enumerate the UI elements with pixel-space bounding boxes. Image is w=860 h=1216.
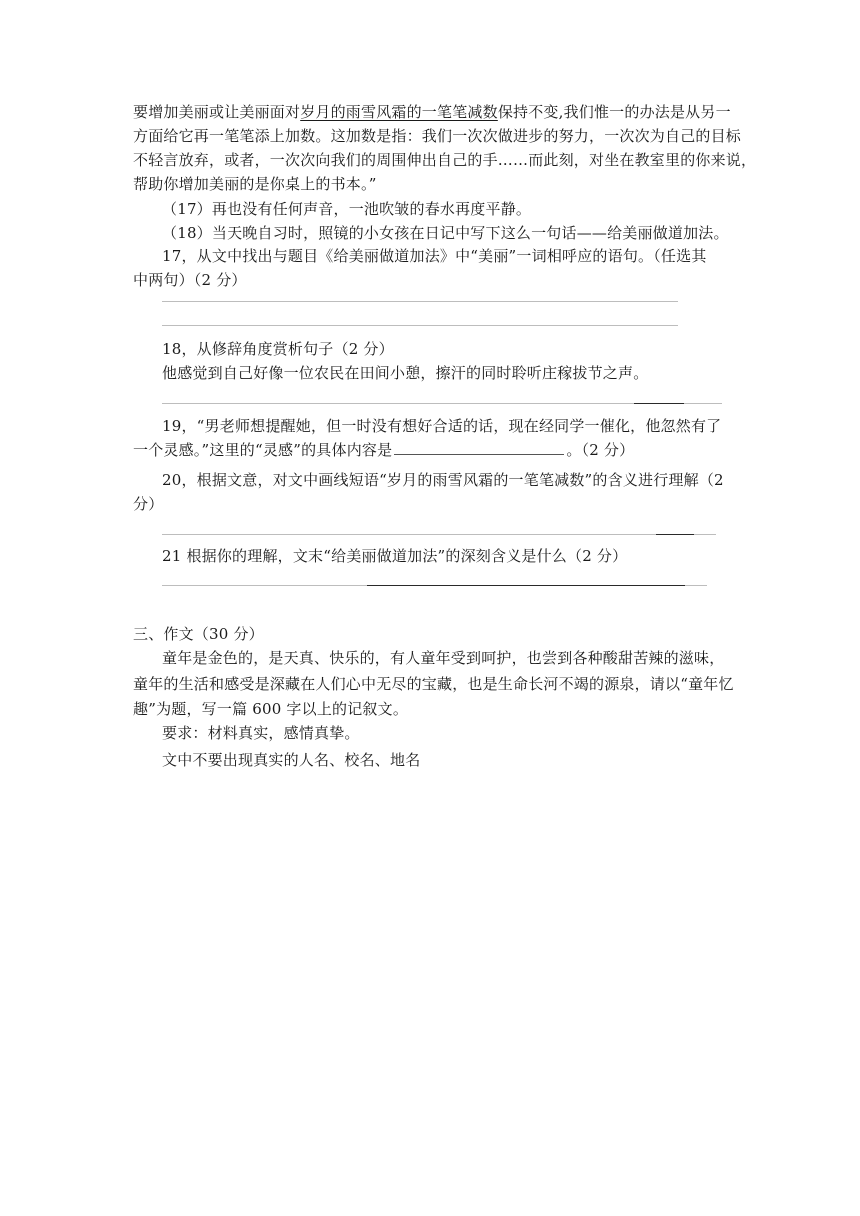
essay-requirement-1: 要求：材料真实，感情真挚。 xyxy=(162,724,360,742)
question-19-line-2 xyxy=(133,438,733,462)
question-18-sentence: 他感觉到自己好像一位农民在田间小憩，擦汗的同时聆听庄稼拔节之声。 xyxy=(162,364,649,382)
answer-line-20-end xyxy=(694,534,716,535)
answer-line-18-end xyxy=(684,403,722,404)
passage-line-1-pre: 要增加美丽或让美丽面对 xyxy=(133,103,301,121)
answer-line-18[interactable] xyxy=(162,403,634,404)
underlined-phrase: 岁月的雨雪风霜的一笔笔减数 xyxy=(300,103,498,121)
answer-line-17b[interactable] xyxy=(162,325,678,326)
answer-line-21[interactable] xyxy=(367,585,685,586)
essay-heading: 三、作文（30 分） xyxy=(133,625,264,643)
question-19-line-2-post: 。（2 分） xyxy=(566,441,635,459)
question-19-line-2-pre: 一个灵感。”这里的“灵感”的具体内容是 xyxy=(133,441,393,459)
question-21: 21 根据你的理解，文末“给美丽做道加法”的深刻含义是什么（2 分） xyxy=(162,547,628,565)
paragraph-17: （17）再也没有任何声音，一池吹皱的春水再度平静。 xyxy=(162,200,532,218)
passage-line-4: 帮助你增加美丽的是你桌上的书本。” xyxy=(133,175,377,193)
passage-line-2: 方面给它再一笔笔添上加数。这加数是指：我们一次次做进步的努力，一次次为自己的目标 xyxy=(133,127,742,145)
answer-line-21-start[interactable] xyxy=(162,585,367,586)
paragraph-18: （18）当天晚自习时，照镜的小女孩在日记中写下这么一句话——给美丽做道加法。 xyxy=(162,224,729,242)
answer-line-18-dark xyxy=(634,403,684,404)
question-18-title: 18，从修辞角度赏析句子（2 分） xyxy=(162,340,394,358)
essay-prompt-line-1: 童年是金色的，是天真、快乐的，有人童年受到呵护，也尝到各种酸甜苦辣的滋味， xyxy=(162,649,725,667)
question-17-line-1: 17，从文中找出与题目《给美丽做道加法》中“美丽”一词相呼应的语句。（任选其 xyxy=(162,247,707,265)
essay-prompt-line-3: 趣”为题，写一篇 600 字以上的记叙文。 xyxy=(133,700,409,718)
question-20-line-2: 分） xyxy=(133,495,164,513)
passage-line-1 xyxy=(133,100,733,124)
answer-line-21-end xyxy=(685,585,707,586)
essay-prompt-line-2: 童年的生活和感受是深藏在人们心中无尽的宝藏，也是生命长河不竭的源泉，请以“童年忆 xyxy=(133,675,734,693)
answer-line-20[interactable] xyxy=(162,534,656,535)
passage-line-3: 不轻言放弃，或者，一次次向我们的周围伸出自己的手……而此刻，对坐在教室里的你来说， xyxy=(133,151,757,169)
answer-blank-19[interactable] xyxy=(394,440,564,455)
answer-line-20-dark xyxy=(656,534,694,535)
passage-line-1-post: 保持不变,我们惟一的办法是从另一 xyxy=(497,103,731,121)
question-17-line-2: 中两句）（2 分） xyxy=(133,271,247,289)
answer-line-17a[interactable] xyxy=(162,301,678,302)
question-19-line-1: 19，“男老师想提醒她，但一时没有想好合适的话，现在经同学一催化，他忽然有了 xyxy=(162,417,722,435)
essay-requirement-2: 文中不要出现真实的人名、校名、地名 xyxy=(162,751,421,769)
question-20-line-1: 20，根据文意，对文中画线短语“岁月的雨雪风霜的一笔笔减数”的含义进行理解（2 xyxy=(162,471,724,489)
